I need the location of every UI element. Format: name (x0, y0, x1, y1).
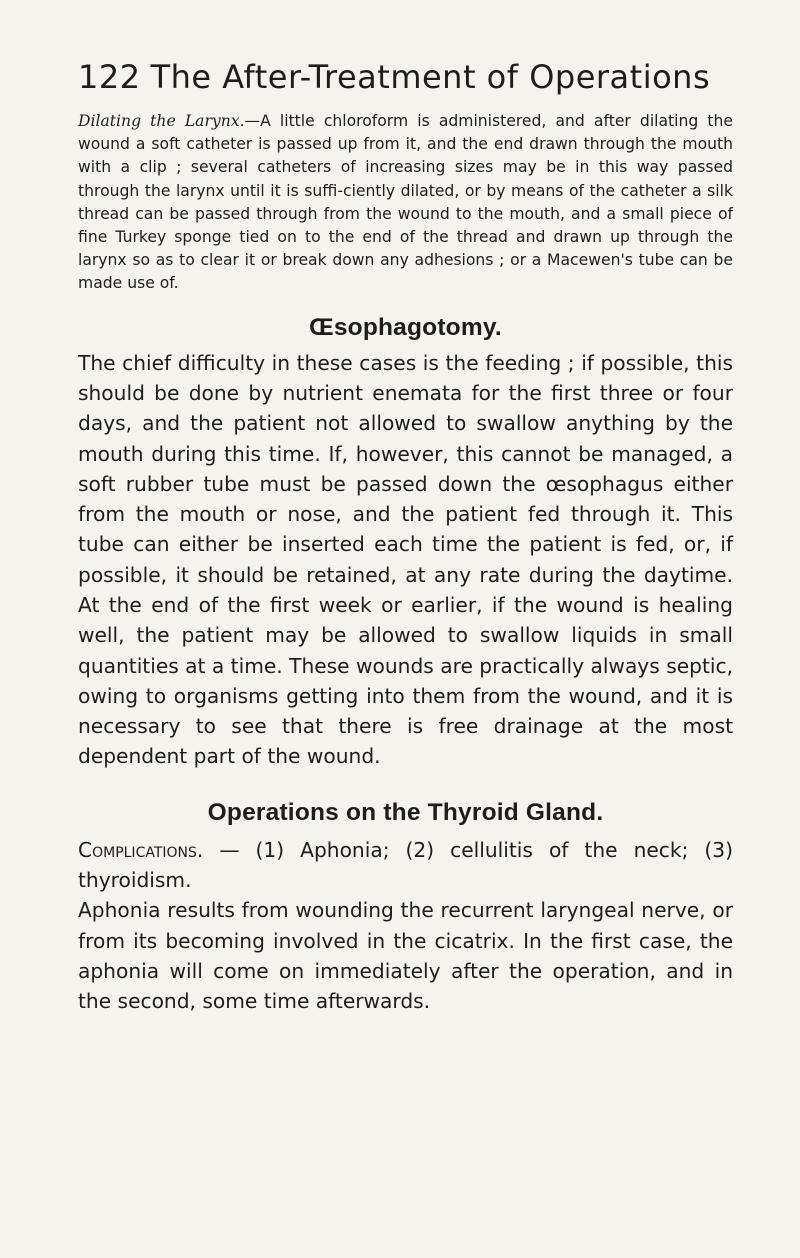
thyroid-heading: Operations on the Thyroid Gland. (207, 798, 604, 826)
running-head (78, 58, 733, 96)
page-number: 122 (78, 58, 141, 96)
dilating-larynx-paragraph (78, 110, 733, 296)
dilating-larynx-text: —A little chloroform is administered, and after dilating the wound a soft catheter is passed up from it, and the end drawn through the mouth with a clip ; several catheters of increasing sizes may be in this way passed through the larynx until it is suffi-ciently dilated, or by means of the catheter a silk thread can be passed through from the wound to the mouth, and a small piece of fine Turkey sponge tied on to the end of the thread and drawn up through the larynx so as to clear it or break down any adhesions ; or a Macewen's tube can be made use of. (78, 112, 733, 293)
oesophagotomy-heading: Œsophagotomy. (309, 313, 502, 341)
oesophagotomy-paragraph: The chief difficulty in these cases is the feeding ; if possible, this should be done by nutrient enemata for the first three or four days, and the patient not allowed to swallow anything by the mouth during this time. If, however, this cannot be managed, a soft rubber tube must be passed down the œsophagus either from the mouth or nose, and the patient fed through it. This tube can either be inserted each time the patient is fed, or, if possible, it should be retained, at any rate during the daytime. At the end of the first week or earlier, if the wound is healing well, the patient may be allowed to swallow liquids in small quantities at a time. These wounds are practically always septic, owing to organisms getting into them from the wound, and it is necessary to see that there is free drainage at the most dependent part of the wound. (78, 350, 733, 769)
aphonia-paragraph: Aphonia results from wounding the recurrent laryngeal nerve, or from its becoming involved in the cicatrix. In the first case, the aphonia will come on immediately after the operation, and in the second, some time afterwards. (78, 898, 733, 1014)
complications-label: Complications. (78, 837, 204, 862)
complications-text: — (1) Aphonia; (2) cellulitis of the neck; (3) thyroidism. (78, 837, 733, 893)
complications-paragraph (78, 835, 733, 896)
dilating-larynx-run-in: Dilating the Larynx. (78, 112, 245, 130)
running-title: The After-Treatment of Operations (150, 58, 711, 96)
book-page (78, 58, 733, 1017)
